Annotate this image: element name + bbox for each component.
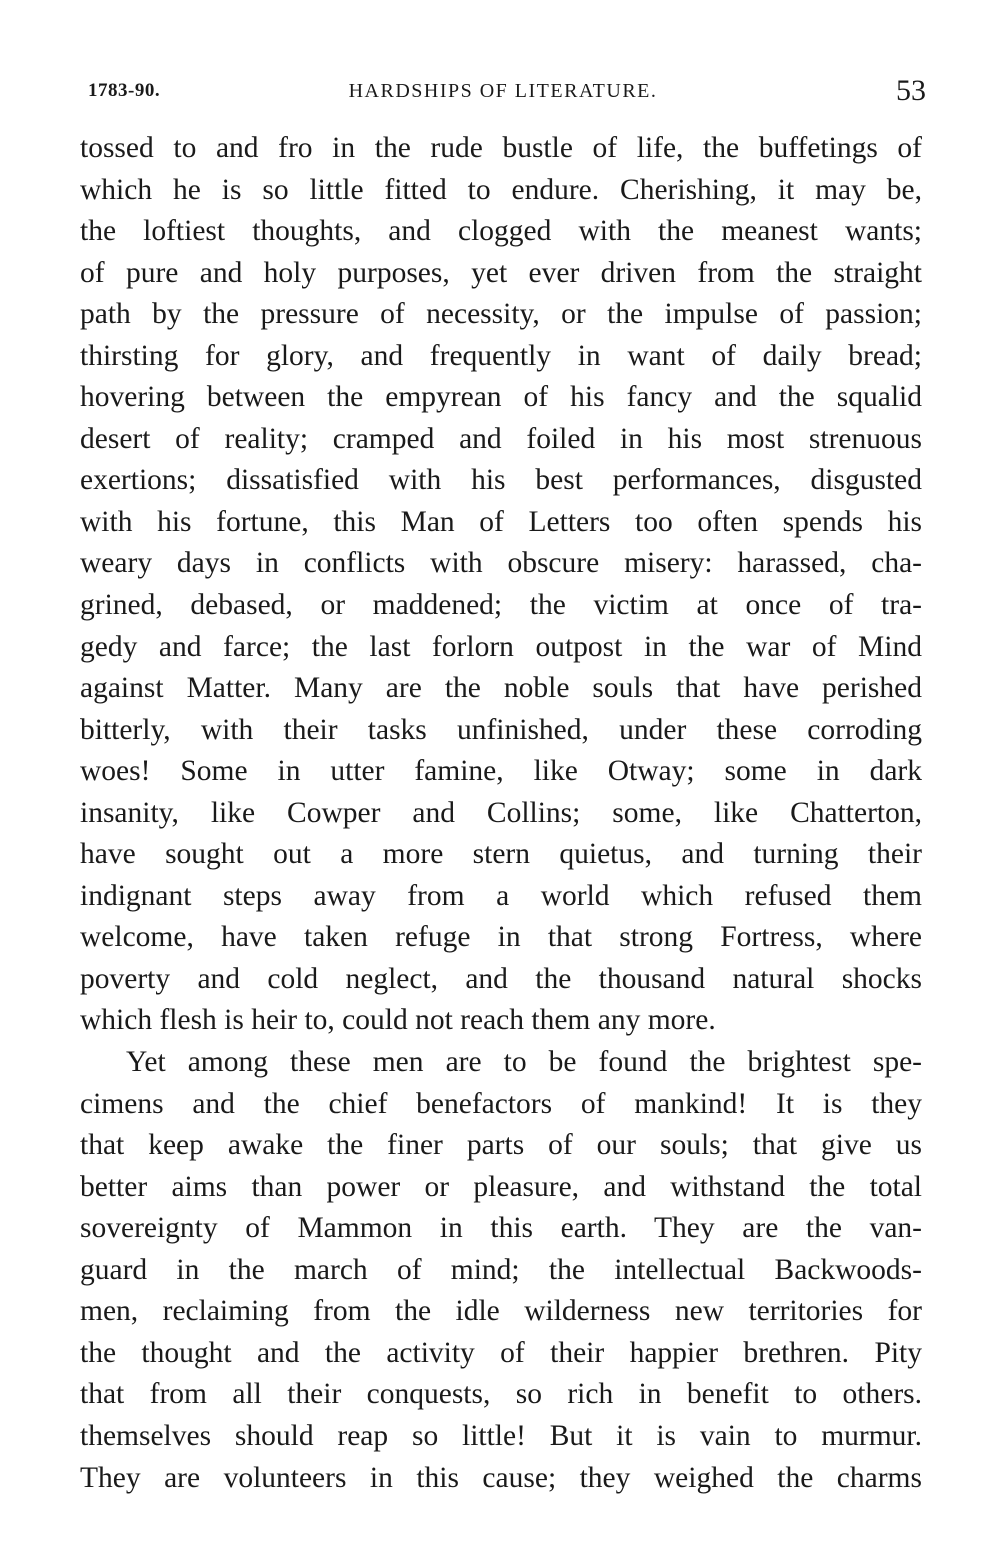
header-date-range: 1783-90. — [88, 80, 161, 101]
text-line: men, reclaiming from the idle wilderness new territories for — [80, 1295, 922, 1328]
text-line: gedy and farce; the last forlorn outpost in the war of Mind — [80, 630, 922, 663]
text-line: that keep awake the finer parts of our souls; that give us — [80, 1129, 922, 1162]
text-line: poverty and cold neglect, and the thousand natural shocks — [80, 962, 922, 995]
text-line: They are volunteers in this cause; they weighed the charms — [80, 1461, 922, 1494]
paragraph-end-line: which flesh is heir to, could not reach them any more. — [80, 1004, 716, 1037]
body-text — [80, 128, 922, 1499]
text-line: path by the pressure of necessity, or the impulse of passion; — [80, 298, 922, 331]
text-line: welcome, have taken refuge in that strong Fortress, where — [80, 921, 922, 954]
text-line: woes! Some in utter famine, like Otway; some in dark — [80, 755, 922, 788]
text-line: sovereignty of Mammon in this earth. They are the van- — [80, 1212, 922, 1245]
page-number: 53 — [896, 74, 926, 107]
text-line: with his fortune, this Man of Letters too often spends his — [80, 505, 922, 538]
text-line: have sought out a more stern quietus, and turning their — [80, 838, 922, 871]
text-line: that from all their conquests, so rich in benefit to others. — [80, 1378, 922, 1411]
text-line: against Matter. Many are the noble souls that have perished — [80, 672, 922, 705]
text-line: indignant steps away from a world which refused them — [80, 879, 922, 912]
text-line: cimens and the chief benefactors of mankind! It is they — [80, 1087, 922, 1120]
text-line: better aims than power or pleasure, and withstand the total — [80, 1170, 922, 1203]
text-line: bitterly, with their tasks unfinished, under these corroding — [80, 713, 922, 746]
text-line: which he is so little fitted to endure. Cherishing, it may be, — [80, 173, 922, 206]
text-line: weary days in conflicts with obscure misery: harassed, cha- — [80, 547, 922, 580]
text-line: thirsting for glory, and frequently in want of daily bread; — [80, 339, 922, 372]
header-running-title: HARDSHIPS OF LITERATURE. — [348, 80, 658, 102]
text-line: insanity, like Cowper and Collins; some, like Chatterton, — [80, 796, 922, 829]
text-line: of pure and holy purposes, yet ever driven from the straight — [80, 256, 922, 289]
text-line: desert of reality; cramped and foiled in his most strenuous — [80, 422, 922, 455]
text-line: the loftiest thoughts, and clogged with the meanest wants; — [80, 215, 922, 248]
text-line: exertions; dissatisfied with his best performances, disgusted — [80, 464, 922, 497]
text-line: grined, debased, or maddened; the victim at once of tra- — [80, 589, 922, 622]
text-line: hovering between the empyrean of his fancy and the squalid — [80, 381, 922, 414]
text-line: guard in the march of mind; the intellectual Backwoods- — [80, 1253, 922, 1286]
text-line: the thought and the activity of their happier brethren. Pity — [80, 1336, 922, 1369]
paragraph-start-line: Yet among these men are to be found the brightest spe- — [126, 1046, 922, 1079]
text-line: tossed to and fro in the rude bustle of life, the buffetings of — [80, 132, 922, 164]
running-header — [80, 70, 926, 110]
text-line: themselves should reap so little! But it is vain to murmur. — [80, 1419, 922, 1452]
